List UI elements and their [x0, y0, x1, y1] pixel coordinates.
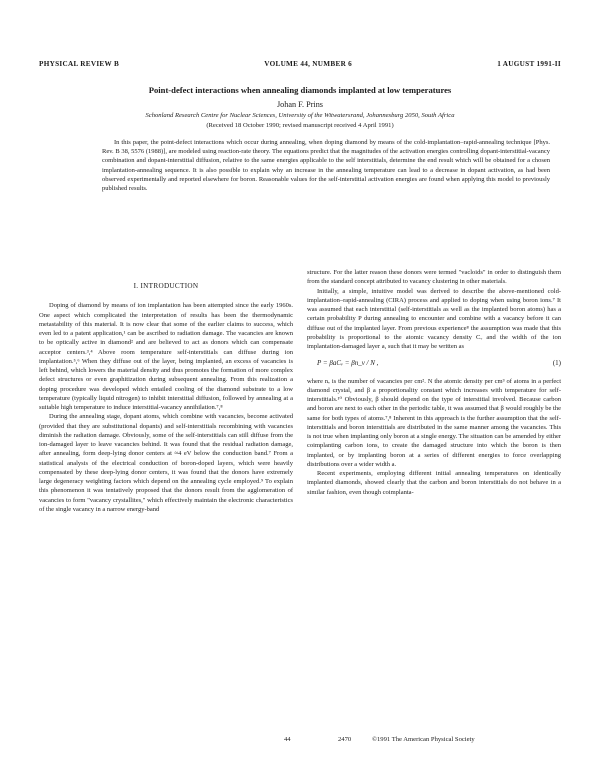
abstract: In this paper, the point-defect interactions which occur during annealing, when doping diamond by means of the cold-implantation–rapid-annealing technique [Phys. Rev. B 38, 5576 (1988)], are modeled using reaction-rate theory. The equations predict that the magnitudes of the activation energies controlling dopant-interstitial-vacancy combination and dopant-interstitial diffusion, relative to the same energies applicable to the self interstitials, determine the end result which will be obtained for a chosen implantation-annealing sequence. It is also possible to explain why an increase in the annealing temperature can lead to a decrease in dopant activation, as had been observed experimentally and reported elsewhere for boron. Reasonable values for the self-interstitial activation energies are found when applying this model to previously published results. — [102, 139, 550, 193]
paper-title: Point-defect interactions when annealing diamonds implanted at low temperatures — [148, 85, 452, 95]
equation — [307, 359, 561, 368]
author-affiliation: Schonland Research Centre for Nuclear Sciences, University of the Witwatersrand, Johannesburg 2050, South Africa — [145, 112, 455, 119]
equation-body: P = βaCᵥ = βn_v / N , — [317, 359, 379, 368]
paragraph: Doping of diamond by means of ion implantation has been attempted since the early 1960s. One aspect which complicated the interpretation of results has been the thermodynamic metastability of this material. It is now clear that some of the earlier claims to success, which even led to a patent application,¹ can be ascribed to radiation damage. The vacancies are known to be optically active in diamond² and are believed to act as donors which can compensate acceptor centers.³,⁴ Above room temperature self-interstitials can diffuse during ion implantation.⁵,⁶ When they diffuse out of the layer, being implanted, an excess of vacancies is left behind, which lowers the material density and thus promotes the formation of more complex defect structures or even graphitization during subsequent annealing. From this realization a doping procedure was developed which entailed cooling of the diamond substrate to a low temperature (typically liquid nitrogen) to inhibit interstitial diffusion, followed by annealing at a suitable high temperature to induce interstitial-vacancy annihilation.⁷,⁸ — [39, 302, 293, 411]
page-number: 2470 — [338, 736, 352, 743]
paragraph: Initially, a simple, intuitive model was derived to describe the above-mentioned cold-implantation–rapid-annealing (CIRA) process and applied to doping when using boron ions.⁷ It was assumed that each interstitial (self-interstitials as well as the implanted boron atoms) has a certain probability P during annealing to encounter and combine with a vacancy before it can diffuse out of the implanted layer. From previous experience⁸ the assumption was made that this probability is proportional to the atomic vacancy density Cᵥ and the width of the ion implantation-damaged layer a, such that it may be written as — [307, 287, 561, 350]
paragraph: Recent experiments, employing different initial annealing temperatures on identically implanted diamonds, showed clearly that the carbon and boron interstitials do not behave in a similar fashion, even though coimplanta- — [307, 470, 561, 496]
paragraph: During the annealing stage, dopant atoms, which combine with vacancies, become activated (provided that they are substitutional dopants) and self-interstitials recombining with vacancies diminish the radiation damage. Obviously, some of the self-interstitials can still diffuse from the ion-damaged layer to leave vacancies behind. It was found that the residual radiation damage, after annealing, form deep-lying donor centers at ≈4 eV below the conduction band.⁷ From a statistical analysis of the electrical conduction of boron-doped layers, which were heavily compensated by these deep-lying donor centers, it was found that the donors have extremely large degeneracy weighting factors which depend on the annealing cycle employed.⁹ To explain this phenomenon it was tentatively proposed that the donors result from the agglomeration of vacancies to form "vacancy crystallites," which effectively maintain the electronic characteristics of the single vacancy in a narrow energy-band — [39, 413, 293, 513]
volume-number: VOLUME 44, NUMBER 6 — [264, 60, 353, 68]
footer-volume: 44 — [284, 736, 291, 743]
section-heading: I. INTRODUCTION — [133, 282, 199, 290]
paragraph: structure. For the latter reason these donors were termed "vacloids" in order to distinguish them from the standard concept attributed to vacancy clustering in other materials. — [307, 269, 561, 286]
left-column — [39, 272, 293, 514]
copyright: ©1991 The American Physical Society — [372, 736, 475, 743]
right-column — [307, 268, 561, 497]
received-dates: (Received 18 October 1990; revised manuscript received 4 April 1991) — [206, 122, 394, 129]
author-name: Johan F. Prins — [277, 100, 323, 109]
paragraph: where nᵥ is the number of vacancies per cm². N the atomic density per cm³ of atoms in a perfect diamond crystal, and β a proportionality constant which increases with temperature for self-interstitials.¹⁰ Obviously, β should depend on the type of interstitial involved. Because carbon and boron are next to each other in the periodic table, it was assumed that β would roughly be the same for both types of atoms.⁷,⁸ Inherent in this approach is the further assumption that the self-interstitials and boron interstitials are distributed in the same manner among the vacancies. This is not true when implanting only boron at a single energy. The situation can be amended by either coimplanting carbon ions, to create the damaged structure into which the boron is then implanted, or by implanting boron at a series of different energies to force overlapping distributions over a wider width a. — [307, 377, 561, 468]
journal-name: PHYSICAL REVIEW B — [39, 60, 120, 68]
issue-date: 1 AUGUST 1991-II — [497, 60, 561, 68]
running-head — [39, 60, 561, 68]
equation-number: (1) — [552, 359, 561, 368]
